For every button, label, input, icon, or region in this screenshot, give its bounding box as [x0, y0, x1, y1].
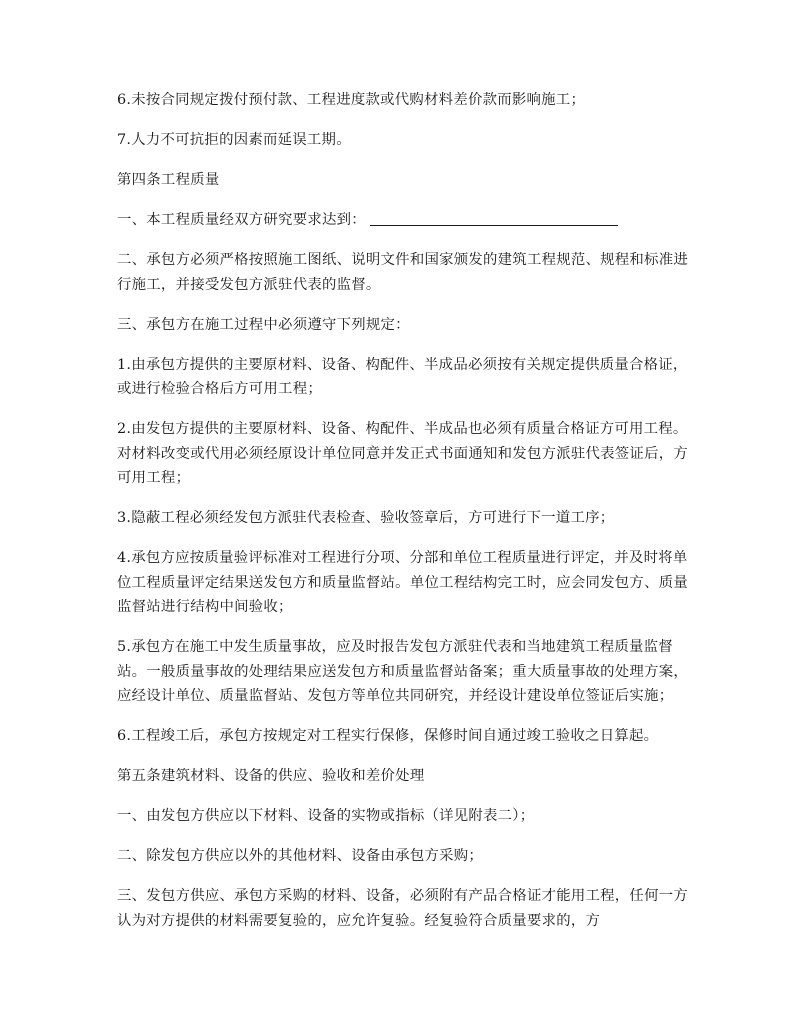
section-heading-article-5: 第五条建筑材料、设备的供应、验收和差价处理	[117, 768, 425, 784]
section-heading-article-4: 第四条工程质量	[117, 172, 220, 188]
paragraph-rule-6: 6.工程竣工后，承包方按规定对工程实行保修，保修时间自通过竣工验收之日算起。	[117, 728, 659, 744]
fill-in-blank	[370, 210, 618, 226]
paragraph-rule-1: 1.由承包方提供的主要原材料、设备、构配件、半成品必须按有关规定提供质量合格证，或进行检验合格后方可用工程；	[117, 356, 688, 397]
paragraph-rule-2: 2.由发包方提供的主要原材料、设备、构配件、半成品也必须有质量合格证方可用工程。对材料改变或代用必须经原设计单位同意并发正式书面通知和发包方派驻代表签证后，方可用工程；	[117, 421, 688, 486]
paragraph-owner-supply: 一、由发包方供应以下材料、设备的实物或指标（详见附表二）；	[117, 808, 535, 824]
paragraph-force-majeure: 7.人力不可抗拒的因素而延误工期。	[117, 132, 351, 148]
paragraph-rule-5: 5.承包方在施工中发生质量事故，应及时报告发包方派驻代表和当地建筑工程质量监督站。一般质量事故的处理结果应送发包方和质量监督站备案；重大质量事故的处理方案，应经设计单位、质量监督站、发包方等单位共同研究，并经设计建设单位签证后实施；	[117, 639, 688, 704]
paragraph-rule-4: 4.承包方应按质量验评标准对工程进行分项、分部和单位工程质量进行评定，并及时将单位工程质量评定结果送发包方和质量监督站。单位工程结构完工时，应会同发包方、质量监督站进行结构中间验收；	[117, 550, 688, 615]
quality-requirement-text: 一、本工程质量经双方研究要求达到：	[117, 212, 366, 228]
paragraph-contractor-rules-intro: 三、承包方在施工过程中必须遵守下列规定：	[117, 316, 410, 333]
paragraph-construction-standards: 二、承包方必须严格按照施工图纸、说明文件和国家颁发的建筑工程规范、规程和标准进行施工，并接受发包方派驻代表的监督。	[117, 252, 688, 293]
document-page	[117, 88, 692, 949]
paragraph-quality-requirement	[117, 208, 692, 233]
paragraph-delay-payment: 6.未按合同规定拨付预付款、工程进度款或代购材料差价款而影响施工；	[117, 92, 586, 108]
paragraph-certificate-recheck: 三、发包方供应、承包方采购的材料、设备，必须附有产品合格证才能用工程，任何一方认为对方提供的材料需要复验的，应允许复验。经复验符合质量要求的，方	[117, 888, 688, 929]
paragraph-rule-3: 3.隐蔽工程必须经发包方派驻代表检查、验收签章后，方可进行下一道工序；	[117, 510, 615, 526]
paragraph-contractor-purchase: 二、除发包方供应以外的其他材料、设备由承包方采购；	[117, 848, 484, 864]
